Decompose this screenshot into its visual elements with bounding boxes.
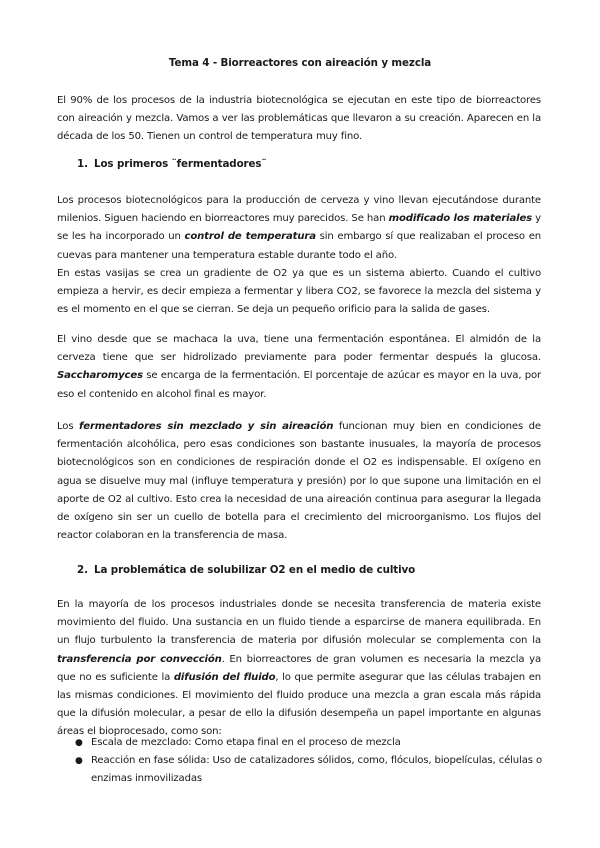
section-1-paragraph-1	[57, 192, 541, 265]
bullet-list	[72, 734, 542, 789]
emphasis-difusion-fluido: difusión del fluido	[173, 671, 276, 683]
text-run: funcionan muy bien en condiciones de fermentación alcohólica, pero esas condiciones son bastante inusuales, la mayoría de procesos biotecnológicos son en condiciones de respiración donde el O2 es indispensable. El oxígeno en agua se disuelve muy mal (influye temperatura y presión) por lo que supone una limitación en el aporte de O2 al cultivo. Esto crea la necesidad de una aireación continua para asegurar la llegada de oxígeno sin ser un cuello de botella para el crecimiento del microorganismo. Los flujos del reactor colaboran en la transferencia de masa.	[57, 421, 541, 542]
section-2-number: 2.	[77, 564, 88, 576]
text-run: , lo que permite asegurar que las células trabajen en las mismas condiciones. El movimiento del fluido produce una mezcla a gran escala más rápida que la difusión molecular, a pesar de ello la difusión desempeña un papel importante en algunas áreas el bioprocesado, como son:	[57, 671, 542, 738]
text-run: se encarga de la fermentación. El porcentaje de azúcar es mayor en la uva, por eso el contenido en alcohol final es mayor.	[57, 370, 541, 400]
section-2-paragraph-1	[57, 596, 541, 742]
section-1-paragraph-3	[57, 331, 541, 404]
section-1-paragraph-2: En estas vasijas se crea un gradiente de O2 ya que es un sistema abierto. Cuando el cultivo empieza a hervir, es decir empieza a fermentar y libera CO2, se favorece la mezcla del sistema y es el momento en el que se cierran. Se deja un pequeño orificio para la salida de gases.	[57, 268, 541, 316]
emphasis-fermentadores-sin-mezclado: fermentadores sin mezclado y sin aireación	[79, 421, 334, 432]
section-1-title: Los primeros ¨fermentadores¨	[94, 158, 267, 170]
text-run: sin embargo sí que realizaban el proceso en cuevas para mantener una temperatura estable durante todo el año.	[57, 231, 541, 261]
emphasis-saccharomyces: Saccharomyces	[57, 370, 143, 382]
text-run: y se les ha incorporado un	[57, 213, 542, 243]
text-run: El vino desde que se machaca la uva, tiene una fermentación espontánea. El almidón de la cerveza tiene que ser hidrolizado previamente para poder fermentar después la glucosa.	[57, 334, 541, 364]
document-title: Tema 4 - Biorreactores con aireación y mezcla	[168, 57, 432, 69]
text-run: Los procesos biotecnológicos para la producción de cerveza y vino llevan ejecutándose durante milenios. Siguen haciendo en biorreactores muy parecidos. Se han	[57, 195, 541, 225]
text-run: Los	[57, 421, 80, 432]
section-1-heading	[77, 158, 267, 170]
emphasis-modificado-materiales: modificado los materiales	[388, 213, 533, 225]
emphasis-control-temperatura: control de temperatura	[184, 231, 316, 243]
section-1-paragraph-4	[57, 418, 541, 545]
bullet-icon: ●	[75, 756, 83, 767]
section-2-title: La problemática de solubilizar O2 en el medio de cultivo	[94, 564, 416, 576]
intro-paragraph: El 90% de los procesos de la industria biotecnológica se ejecutan en este tipo de biorreactores con aireación y mezcla. Vamos a ver las problemáticas que llevaron a su creación. Aparecen en la década de los 50. Tienen un control de temperatura muy fino.	[57, 95, 541, 143]
section-2-heading	[77, 564, 415, 576]
text-run: En la mayoría de los procesos industriales donde se necesita transferencia de materia existe movimiento del fluido. Una sustancia en un fluido tiende a esparcirse de manera equilibrada. En un flujo turbulento la transferencia de materia por difusión molecular se complementa con la	[57, 599, 541, 647]
list-item	[72, 752, 542, 788]
list-item-text: Reacción en fase sólida: Uso de catalizadores sólidos, como, flóculos, biopelículas, células o enzimas inmovilizadas	[91, 755, 542, 785]
list-item-text: Escala de mezclado: Como etapa final en el proceso de mezcla	[91, 737, 401, 748]
section-1-number: 1.	[77, 158, 88, 170]
text-run: . En biorreactores de gran volumen es necesaria la mezcla ya que no es suficiente la	[57, 653, 541, 683]
emphasis-transferencia-conveccion: transferencia por convección	[57, 653, 222, 665]
list-item	[72, 734, 542, 752]
bullet-icon: ●	[75, 738, 83, 748]
